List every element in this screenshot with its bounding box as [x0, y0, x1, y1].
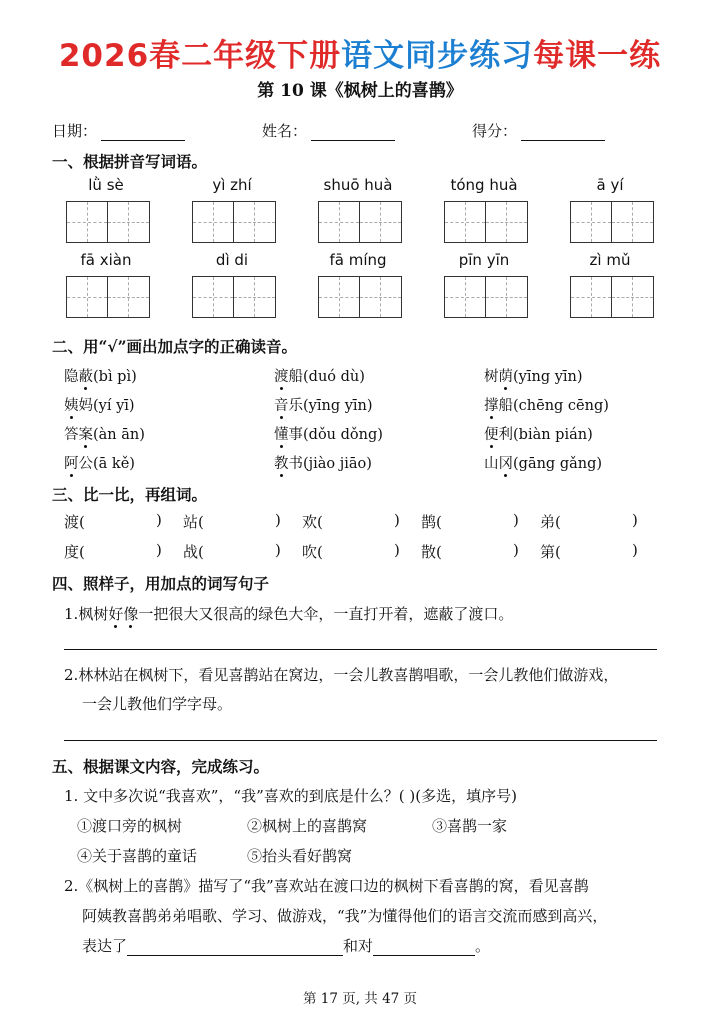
compare-paren-close: )	[394, 511, 400, 529]
pinyin-options: (dǒu dǒng)	[303, 427, 383, 443]
question-number: 2.	[64, 666, 79, 684]
dotted-char: 好	[108, 605, 124, 623]
option-2[interactable]: ②枫树上的喜鹊窝	[247, 817, 368, 835]
pinyin-label: tóng huà	[450, 176, 518, 194]
question-2: 2.《枫树上的喜鹊》描写了“我”喜欢站在渡口边的枫树下看喜鹊的窝，看见喜鹊	[64, 877, 589, 895]
writing-grid[interactable]	[318, 276, 402, 318]
writing-grid[interactable]	[570, 201, 654, 243]
dotted-char: 撑	[484, 398, 499, 414]
item-char: 隐	[64, 369, 79, 385]
reading-item[interactable]	[484, 452, 602, 473]
example-sentence-1	[64, 603, 513, 624]
score-input-line[interactable]	[521, 126, 605, 141]
compare-char-open: 战(	[183, 543, 204, 561]
pinyin-options: (yīng yīn)	[303, 398, 373, 414]
fill-text: 和对	[343, 937, 374, 955]
writing-grid[interactable]	[192, 201, 276, 243]
pinyin-label: lǜ sè	[88, 176, 124, 194]
fill-text: 表达了	[82, 937, 128, 955]
item-char: 妈	[78, 398, 93, 414]
question-2-fill	[82, 935, 490, 956]
compare-paren-close: )	[513, 541, 519, 559]
fill-text: 。	[475, 937, 491, 955]
lesson-title: 第 10 课《枫树上的喜鹊》	[257, 81, 463, 101]
pinyin-options: (àn ān)	[93, 427, 145, 443]
compare-paren-close: )	[394, 541, 400, 559]
item-char: 答	[64, 427, 79, 443]
writing-grid[interactable]	[444, 276, 528, 318]
reading-item[interactable]	[64, 394, 135, 415]
reading-item[interactable]	[484, 394, 609, 415]
sentence-text: 林林站在枫树下，看见喜鹊站在窝边，一会儿教喜鹊唱歌，一会儿教他们做游戏，	[78, 666, 619, 684]
dotted-char: 音	[274, 398, 289, 414]
writing-grid[interactable]	[570, 276, 654, 318]
pinyin-options: (biàn pián)	[513, 427, 593, 443]
item-char: 船	[288, 369, 303, 385]
reading-item[interactable]	[64, 365, 137, 386]
dotted-char: 便	[484, 427, 499, 443]
pinyin-label: yì zhí	[212, 176, 252, 194]
pinyin-label: fā xiàn	[80, 251, 132, 269]
item-char: 树	[484, 369, 499, 385]
option-5[interactable]: ⑤抬头看好鹊窝	[247, 847, 353, 865]
question-1: 1. 文中多次说“我喜欢”，“我”喜欢的到底是什么？( )(多选，填序号)	[64, 787, 517, 805]
dotted-char: 蔽	[78, 369, 93, 385]
dotted-char: 冈	[498, 456, 513, 472]
item-char: 事	[288, 427, 303, 443]
example-sentence-2	[64, 664, 618, 685]
reading-item[interactable]	[274, 452, 372, 473]
pinyin-label: fā míng	[329, 251, 387, 269]
title-subject: 语文同步练习	[341, 38, 534, 74]
section4-title: 四、照样子，用加点的词写句子	[52, 574, 270, 593]
pinyin-label: ā yí	[596, 176, 624, 194]
compare-paren-close: )	[632, 511, 638, 529]
pinyin-options: (yí yī)	[93, 398, 135, 414]
compare-char-open: 弟(	[540, 513, 561, 531]
compare-char-open: 散(	[421, 543, 442, 561]
dotted-char: 阿	[64, 456, 79, 472]
example-sentence-2-cont: 一会儿教他们学字母。	[82, 695, 233, 713]
dotted-char: 渡	[274, 369, 289, 385]
dotted-char: 懂	[274, 427, 289, 443]
section2-title: 二、用“√”画出加点字的正确读音。	[52, 337, 298, 356]
compare-char-open: 度(	[64, 543, 85, 561]
compare-char-open: 欢(	[302, 513, 323, 531]
pinyin-options: (chēng cēng)	[513, 398, 609, 414]
score-field	[472, 120, 605, 141]
reading-item[interactable]	[64, 423, 145, 444]
section1-title: 一、根据拼音写词语。	[52, 152, 208, 171]
item-char: 山	[484, 456, 499, 472]
writing-grid[interactable]	[192, 276, 276, 318]
date-label: 日期：	[52, 122, 98, 140]
dotted-char: 荫	[498, 369, 513, 385]
compare-paren-close: )	[513, 511, 519, 529]
section3-title: 三、比一比，再组词。	[52, 485, 208, 504]
reading-item[interactable]	[274, 394, 373, 415]
question-number: 1.	[64, 605, 79, 623]
reading-item[interactable]	[484, 423, 593, 444]
score-label: 得分：	[472, 122, 518, 140]
item-char: 利	[498, 427, 513, 443]
pinyin-options: (duó dù)	[303, 369, 365, 385]
reading-item[interactable]	[64, 452, 135, 473]
name-input-line[interactable]	[311, 126, 395, 141]
compare-char-open: 吹(	[302, 543, 323, 561]
sentence-text: 枫树	[78, 605, 109, 623]
pinyin-options: (yīng yīn)	[513, 369, 583, 385]
item-char: 书	[288, 456, 303, 472]
item-char: 船	[498, 398, 513, 414]
pinyin-label: shuō huà	[323, 176, 393, 194]
name-field	[262, 120, 395, 141]
compare-paren-close: )	[156, 511, 162, 529]
title-practice: 每课一练	[533, 38, 662, 74]
option-3[interactable]: ③喜鹊一家	[432, 817, 508, 835]
pinyin-label: dì di	[215, 251, 249, 269]
pinyin-options: (bì pì)	[93, 369, 137, 385]
writing-grid[interactable]	[318, 201, 402, 243]
compare-paren-close: )	[156, 541, 162, 559]
answer-line[interactable]	[64, 739, 657, 741]
compare-paren-close: )	[275, 511, 281, 529]
pinyin-options: (ā kě)	[93, 456, 135, 472]
dotted-char: 教	[274, 456, 289, 472]
name-label: 姓名：	[262, 122, 308, 140]
pinyin-options: (jiào jiāo)	[303, 456, 372, 472]
reading-item[interactable]	[274, 423, 383, 444]
title-grade: 2026春二年级下册	[58, 38, 342, 74]
compare-char-open: 站(	[183, 513, 204, 531]
compare-char-open: 鹊(	[421, 513, 442, 531]
page-title	[0, 30, 720, 75]
dotted-char: 案	[78, 427, 93, 443]
dotted-char: 姨	[64, 398, 79, 414]
item-char: 乐	[288, 398, 303, 414]
writing-grid[interactable]	[444, 201, 528, 243]
pinyin-label: zì mǔ	[589, 251, 631, 269]
compare-paren-close: )	[632, 541, 638, 559]
compare-char-open: 第(	[540, 543, 561, 561]
writing-grid[interactable]	[66, 276, 150, 318]
sentence-text: 一把很大又很高的绿色大伞，一直打开着，遮蔽了渡口。	[138, 605, 514, 623]
page-number: 第 17 页, 共 47 页	[302, 991, 418, 1007]
date-field	[52, 120, 185, 141]
option-4[interactable]: ④关于喜鹊的童话	[77, 847, 198, 865]
compare-paren-close: )	[275, 541, 281, 559]
reading-item[interactable]	[274, 365, 365, 386]
dotted-char: 像	[123, 605, 139, 623]
option-1[interactable]: ①渡口旁的枫树	[77, 817, 183, 835]
fill-blank-2[interactable]	[373, 941, 475, 956]
section5-title: 五、根据课文内容，完成练习。	[52, 757, 270, 776]
item-char: 公	[78, 456, 93, 472]
date-input-line[interactable]	[101, 126, 185, 141]
question-2-cont: 阿姨教喜鹊弟弟唱歌、学习、做游戏，“我”为懂得他们的语言交流而感到高兴，	[82, 907, 608, 925]
answer-line[interactable]	[64, 648, 657, 650]
writing-grid[interactable]	[66, 201, 150, 243]
pinyin-options: (gāng gǎng)	[513, 456, 603, 472]
fill-blank-1[interactable]	[127, 941, 343, 956]
reading-item[interactable]	[484, 365, 583, 386]
pinyin-label: pīn yīn	[458, 251, 510, 269]
compare-char-open: 渡(	[64, 513, 85, 531]
